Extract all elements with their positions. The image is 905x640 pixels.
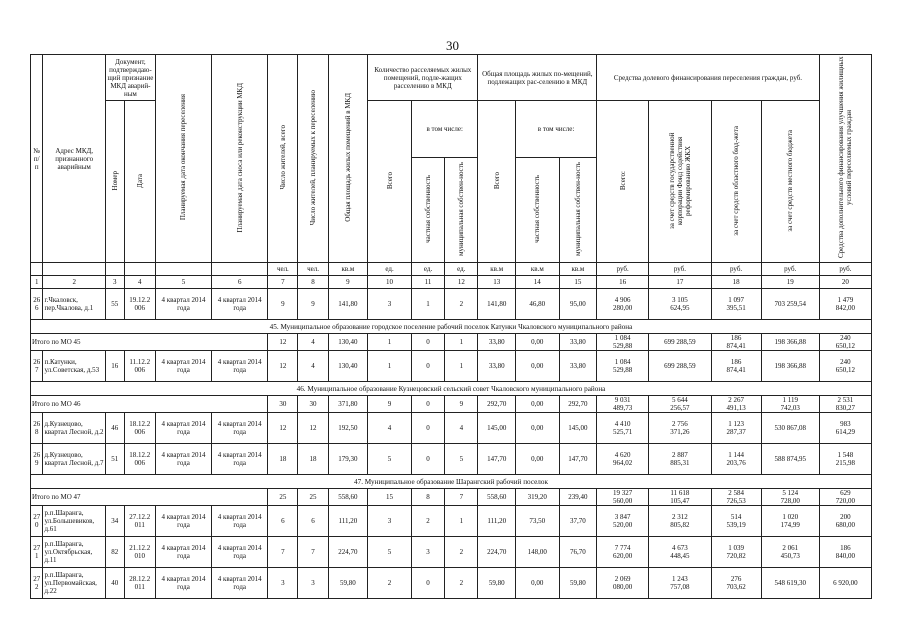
row-cell: 179,30	[328, 444, 368, 475]
section-header-row	[31, 320, 872, 334]
row-cell: 33,80	[559, 351, 596, 382]
row-cell: 7	[298, 537, 328, 568]
row-cell: 4	[368, 413, 412, 444]
col-number: 11	[411, 276, 444, 289]
row-doc-number: 46	[105, 413, 124, 444]
section-title: 45. Муниципальное образование городское поселение рабочий поселок Катунки Чкаловского муниципального района	[31, 320, 872, 334]
subtotal-cell: 198 366,88	[761, 334, 819, 351]
hdr-funding-group: Средства долевого финансирования переселения граждан, руб.	[597, 55, 820, 101]
row-number: 26 6	[31, 289, 43, 320]
col-number: 19	[761, 276, 819, 289]
row-cell: 1 479 842,00	[819, 289, 871, 320]
row-cell: 111,20	[478, 506, 515, 537]
row-demolish-date: 4 квартал 2014 года	[212, 568, 268, 599]
row-cell: 530 867,08	[761, 413, 819, 444]
row-cell: 2	[445, 289, 478, 320]
subtotal-label: Итого по МО 45	[31, 334, 268, 351]
section-title: 47. Муниципальное образование Шарангский рабочий поселок	[31, 475, 872, 489]
subtotal-cell: 12	[268, 334, 298, 351]
row-cell: 2	[368, 568, 412, 599]
row-cell: 186 874,41	[711, 351, 761, 382]
row-cell: 59,80	[328, 568, 368, 599]
subtotal-cell: 239,40	[559, 489, 596, 506]
row-cell: 3	[368, 506, 412, 537]
row-cell: 1	[411, 289, 444, 320]
subtotal-cell: 25	[268, 489, 298, 506]
unit-cell: руб.	[649, 263, 711, 276]
subtotal-cell: 558,60	[478, 489, 515, 506]
row-cell: 12	[298, 413, 328, 444]
row-cell: 1 097 395,51	[711, 289, 761, 320]
subtotal-cell: 558,60	[328, 489, 368, 506]
subtotal-cell: 19 327 560,00	[597, 489, 649, 506]
resettlement-table	[30, 54, 872, 599]
hdr-count-municipal: муниципальная собствен-ность	[457, 162, 466, 257]
hdr-demolish: Планируемая дата сноса или реконструкции МКД	[235, 82, 244, 233]
table-row	[31, 351, 872, 382]
hdr-fund-ghk: за счет средств государственной корпорации Фонд содействия реформированию ЖКХ	[667, 132, 692, 229]
unit-cell: ед.	[368, 263, 412, 276]
row-cell: 1 020 174,99	[761, 506, 819, 537]
hdr-residents-total: Число жителей, всего	[278, 125, 287, 190]
row-resettle-end: 4 квартал 2014 года	[155, 444, 211, 475]
row-cell: 0	[411, 351, 444, 382]
col-number: 16	[597, 276, 649, 289]
row-cell: 76,70	[559, 537, 596, 568]
unit-cell: чел.	[298, 263, 328, 276]
row-doc-date: 19.12.2 006	[124, 289, 155, 320]
subtotal-cell: 371,80	[328, 396, 368, 413]
row-resettle-end: 4 квартал 2014 года	[155, 289, 211, 320]
row-cell: 1 123 287,37	[711, 413, 761, 444]
row-cell: 0,00	[515, 444, 559, 475]
row-doc-date: 28.12.2 011	[124, 568, 155, 599]
row-cell: 12	[268, 413, 298, 444]
row-cell: 18	[268, 444, 298, 475]
unit-cell: кв.м	[515, 263, 559, 276]
unit-cell: ед.	[445, 263, 478, 276]
row-cell: 4	[298, 351, 328, 382]
row-cell: 147,70	[478, 444, 515, 475]
row-cell: 1	[445, 351, 478, 382]
row-cell: 224,70	[478, 537, 515, 568]
unit-cell: чел.	[268, 263, 298, 276]
unit-cell: ед.	[411, 263, 444, 276]
row-cell: 1	[445, 506, 478, 537]
table-row	[31, 413, 872, 444]
row-doc-date: 11.12.2 006	[124, 351, 155, 382]
row-doc-number: 82	[105, 537, 124, 568]
subtotal-cell: 33,80	[559, 334, 596, 351]
row-cell: 2 069 080,00	[597, 568, 649, 599]
row-cell: 73,50	[515, 506, 559, 537]
col-number: 20	[819, 276, 871, 289]
row-address: п.Катунки, ул.Советская, д.53	[43, 351, 105, 382]
subtotal-row	[31, 489, 872, 506]
row-cell: 9	[268, 289, 298, 320]
unit-cell: кв.м	[478, 263, 515, 276]
col-number: 14	[515, 276, 559, 289]
table-row	[31, 568, 872, 599]
row-demolish-date: 4 квартал 2014 года	[212, 289, 268, 320]
row-demolish-date: 4 квартал 2014 года	[212, 537, 268, 568]
row-cell: 4 620 964,02	[597, 444, 649, 475]
hdr-fund-local: за счет средств местного бюджета	[786, 129, 795, 232]
subtotal-cell: 240 650,12	[819, 334, 871, 351]
row-cell: 2	[445, 568, 478, 599]
row-cell: 4 906 280,00	[597, 289, 649, 320]
row-resettle-end: 4 квартал 2014 года	[155, 351, 211, 382]
row-doc-date: 18.12.2 006	[124, 413, 155, 444]
hdr-area-municipal: муниципальная собствен-ность	[573, 162, 582, 257]
row-cell: 514 539,19	[711, 506, 761, 537]
hdr-num: № п/ п	[31, 55, 43, 263]
row-address: р.п.Шаранга, ул.Первомайская, д.22	[43, 568, 105, 599]
subtotal-cell: 15	[368, 489, 412, 506]
col-number: 4	[124, 276, 155, 289]
hdr-document: Документ, подтверждаю-щий признание МКД аварий-ным	[105, 55, 155, 101]
row-cell: 33,80	[478, 351, 515, 382]
subtotal-cell: 30	[268, 396, 298, 413]
subtotal-cell: 186 874,41	[711, 334, 761, 351]
col-number: 8	[298, 276, 328, 289]
subtotal-cell: 5 124 728,00	[761, 489, 819, 506]
hdr-doc-number: Номер	[110, 170, 119, 191]
hdr-doc-date: Дата	[135, 173, 144, 188]
row-cell: 3 105 624,95	[649, 289, 711, 320]
row-number: 26 8	[31, 413, 43, 444]
row-cell: 2 061 450,73	[761, 537, 819, 568]
row-cell: 224,70	[328, 537, 368, 568]
subtotal-cell: 1	[445, 334, 478, 351]
subtotal-cell: 2 267 491,13	[711, 396, 761, 413]
row-cell: 59,80	[478, 568, 515, 599]
table-row	[31, 506, 872, 537]
row-cell: 4 410 525,71	[597, 413, 649, 444]
row-cell: 1 039 720,82	[711, 537, 761, 568]
col-number: 3	[105, 276, 124, 289]
row-cell: 148,00	[515, 537, 559, 568]
hdr-residents-planned: Число жителей, планируемых к переселению	[309, 89, 318, 226]
subtotal-cell: 11 618 105,47	[649, 489, 711, 506]
row-cell: 145,00	[559, 413, 596, 444]
row-cell: 699 288,59	[649, 351, 711, 382]
row-cell: 111,20	[328, 506, 368, 537]
row-cell: 6 920,00	[819, 568, 871, 599]
row-resettle-end: 4 квартал 2014 года	[155, 568, 211, 599]
row-cell: 198 366,88	[761, 351, 819, 382]
row-number: 27 0	[31, 506, 43, 537]
subtotal-label: Итого по МО 46	[31, 396, 268, 413]
subtotal-cell: 699 288,59	[649, 334, 711, 351]
hdr-area-group: Общая площадь жилых по-мещений, подлежащих рас-селению в МКД	[478, 55, 597, 101]
table-row	[31, 444, 872, 475]
row-cell: 3	[411, 537, 444, 568]
row-cell: 0,00	[515, 568, 559, 599]
row-cell: 240 650,12	[819, 351, 871, 382]
subtotal-row	[31, 396, 872, 413]
row-cell: 0	[411, 444, 444, 475]
subtotal-cell: 25	[298, 489, 328, 506]
hdr-count-inclusive: в том числе:	[411, 101, 478, 158]
row-address: р.п.Шаранга, ул.Большевиков, д.61	[43, 506, 105, 537]
hdr-area-total: Всего	[492, 171, 501, 190]
subtotal-cell: 9 031 489,73	[597, 396, 649, 413]
row-number: 27 1	[31, 537, 43, 568]
row-cell: 2 756 371,26	[649, 413, 711, 444]
subtotal-cell: 292,70	[559, 396, 596, 413]
row-cell: 5	[368, 537, 412, 568]
col-number: 9	[328, 276, 368, 289]
subtotal-cell: 292,70	[478, 396, 515, 413]
subtotal-cell: 0,00	[515, 334, 559, 351]
row-cell: 276 703,62	[711, 568, 761, 599]
hdr-address: Адрес МКД, признанного аварийным	[43, 55, 105, 263]
row-cell: 4 673 448,45	[649, 537, 711, 568]
row-cell: 2	[411, 506, 444, 537]
row-resettle-end: 4 квартал 2014 года	[155, 506, 211, 537]
row-cell: 2 887 885,31	[649, 444, 711, 475]
subtotal-cell: 8	[411, 489, 444, 506]
row-resettle-end: 4 квартал 2014 года	[155, 537, 211, 568]
subtotal-cell: 2 531 830,27	[819, 396, 871, 413]
row-cell: 95,00	[559, 289, 596, 320]
column-number-row	[31, 276, 872, 289]
units-row	[31, 263, 872, 276]
subtotal-cell: 1 119 742,03	[761, 396, 819, 413]
row-cell: 3	[298, 568, 328, 599]
row-cell: 46,80	[515, 289, 559, 320]
col-number: 18	[711, 276, 761, 289]
hdr-funding-total: Всего:	[618, 170, 627, 191]
row-cell: 0,00	[515, 413, 559, 444]
row-cell: 6	[268, 506, 298, 537]
hdr-count-total: Всего	[385, 171, 394, 190]
subtotal-cell: 30	[298, 396, 328, 413]
row-demolish-date: 4 квартал 2014 года	[212, 351, 268, 382]
row-doc-number: 16	[105, 351, 124, 382]
unit-cell: руб.	[761, 263, 819, 276]
row-cell: 1 548 215,98	[819, 444, 871, 475]
row-address: р.п.Шаранга, ул.Октябрьская, д.11	[43, 537, 105, 568]
row-cell: 588 874,95	[761, 444, 819, 475]
row-resettle-end: 4 квартал 2014 года	[155, 413, 211, 444]
row-doc-date: 21.12.2 010	[124, 537, 155, 568]
row-number: 26 7	[31, 351, 43, 382]
section-header-row	[31, 382, 872, 396]
hdr-area-private: частная собственность	[533, 175, 542, 243]
row-cell: 141,80	[328, 289, 368, 320]
subtotal-cell: 1 084 529,88	[597, 334, 649, 351]
row-cell: 1 084 529,88	[597, 351, 649, 382]
subtotal-cell: 5 644 256,57	[649, 396, 711, 413]
section-header-row	[31, 475, 872, 489]
row-cell: 200 680,00	[819, 506, 871, 537]
subtotal-cell: 9	[368, 396, 412, 413]
col-number: 12	[445, 276, 478, 289]
row-cell: 6	[298, 506, 328, 537]
subtotal-cell: 4	[298, 334, 328, 351]
table-row	[31, 537, 872, 568]
subtotal-cell: 1	[368, 334, 412, 351]
subtotal-cell: 2 584 726,53	[711, 489, 761, 506]
row-cell: 1 144 203,76	[711, 444, 761, 475]
col-number: 1	[31, 276, 43, 289]
hdr-fund-extra: Средства дополнительного финансирования улучшения жилищных условий переселяемых граждан	[837, 56, 854, 259]
row-doc-number: 34	[105, 506, 124, 537]
row-cell: 7	[268, 537, 298, 568]
subtotal-cell: 0,00	[515, 396, 559, 413]
subtotal-cell: 0	[411, 334, 444, 351]
subtotal-cell: 33,80	[478, 334, 515, 351]
row-cell: 12	[268, 351, 298, 382]
row-cell: 1	[368, 351, 412, 382]
subtotal-cell: 319,20	[515, 489, 559, 506]
row-cell: 141,80	[478, 289, 515, 320]
subtotal-cell: 0	[411, 396, 444, 413]
row-cell: 548 619,30	[761, 568, 819, 599]
row-cell: 3	[368, 289, 412, 320]
col-number: 6	[212, 276, 268, 289]
section-title: 46. Муниципальное образование Кузнецовский сельский совет Чкаловского муниципального района	[31, 382, 872, 396]
row-demolish-date: 4 квартал 2014 года	[212, 444, 268, 475]
subtotal-cell: 130,40	[328, 334, 368, 351]
row-number: 26 9	[31, 444, 43, 475]
row-cell: 0	[411, 413, 444, 444]
page-number: 30	[446, 38, 459, 53]
row-demolish-date: 4 квартал 2014 года	[212, 506, 268, 537]
unit-cell: руб.	[711, 263, 761, 276]
col-number: 10	[368, 276, 412, 289]
col-number: 17	[649, 276, 711, 289]
subtotal-cell: 9	[445, 396, 478, 413]
row-cell: 7 774 620,00	[597, 537, 649, 568]
row-address: г.Чкаловск, пер.Чкалова, д.1	[43, 289, 105, 320]
row-cell: 1 243 757,08	[649, 568, 711, 599]
hdr-count-group: Количество расселяемых жилых помещений, подле-жащих расселению в МКД	[368, 55, 478, 101]
subtotal-row	[31, 334, 872, 351]
row-cell: 0,00	[515, 351, 559, 382]
table-header	[31, 55, 872, 289]
row-cell: 145,00	[478, 413, 515, 444]
unit-cell: руб.	[597, 263, 649, 276]
row-doc-number: 55	[105, 289, 124, 320]
row-cell: 4	[445, 413, 478, 444]
unit-cell: кв.м	[559, 263, 596, 276]
row-address: д.Кузнецово, квартал Лесной, д.2	[43, 413, 105, 444]
row-cell: 147,70	[559, 444, 596, 475]
col-number: 2	[43, 276, 105, 289]
subtotal-cell: 629 720,00	[819, 489, 871, 506]
row-cell: 3	[268, 568, 298, 599]
row-cell: 983 614,29	[819, 413, 871, 444]
row-number: 27 2	[31, 568, 43, 599]
row-cell: 18	[298, 444, 328, 475]
row-cell: 0	[411, 568, 444, 599]
col-number: 15	[559, 276, 596, 289]
row-cell: 3 847 520,00	[597, 506, 649, 537]
table-body	[31, 289, 872, 599]
col-number: 7	[268, 276, 298, 289]
subtotal-cell: 7	[445, 489, 478, 506]
row-doc-date: 18.12.2 006	[124, 444, 155, 475]
hdr-area-inclusive: в том числе:	[515, 101, 596, 158]
unit-cell: кв.м	[328, 263, 368, 276]
row-cell: 130,40	[328, 351, 368, 382]
col-number: 13	[478, 276, 515, 289]
row-address: д.Кузнецово, квартал Лесной, д.7	[43, 444, 105, 475]
unit-cell: руб.	[819, 263, 871, 276]
row-doc-date: 27.12.2 011	[124, 506, 155, 537]
row-doc-number: 51	[105, 444, 124, 475]
hdr-fund-oblast: за счет средств областного бюд-жета	[732, 125, 741, 236]
hdr-count-private: частная собственность	[424, 175, 433, 243]
row-cell: 2 312 805,82	[649, 506, 711, 537]
row-cell: 186 840,00	[819, 537, 871, 568]
row-doc-number: 40	[105, 568, 124, 599]
row-cell: 192,50	[328, 413, 368, 444]
subtotal-label: Итого по МО 47	[31, 489, 268, 506]
row-cell: 703 259,54	[761, 289, 819, 320]
row-cell: 37,70	[559, 506, 596, 537]
hdr-total-area: Общая площадь жилых помещений в МКД	[343, 93, 352, 222]
row-cell: 5	[368, 444, 412, 475]
row-cell: 2	[445, 537, 478, 568]
row-cell: 9	[298, 289, 328, 320]
row-cell: 5	[445, 444, 478, 475]
row-cell: 59,80	[559, 568, 596, 599]
row-demolish-date: 4 квартал 2014 года	[212, 413, 268, 444]
hdr-resettle-end: Планируемая дата окончания переселения	[179, 94, 188, 221]
col-number: 5	[155, 276, 211, 289]
table-row	[31, 289, 872, 320]
